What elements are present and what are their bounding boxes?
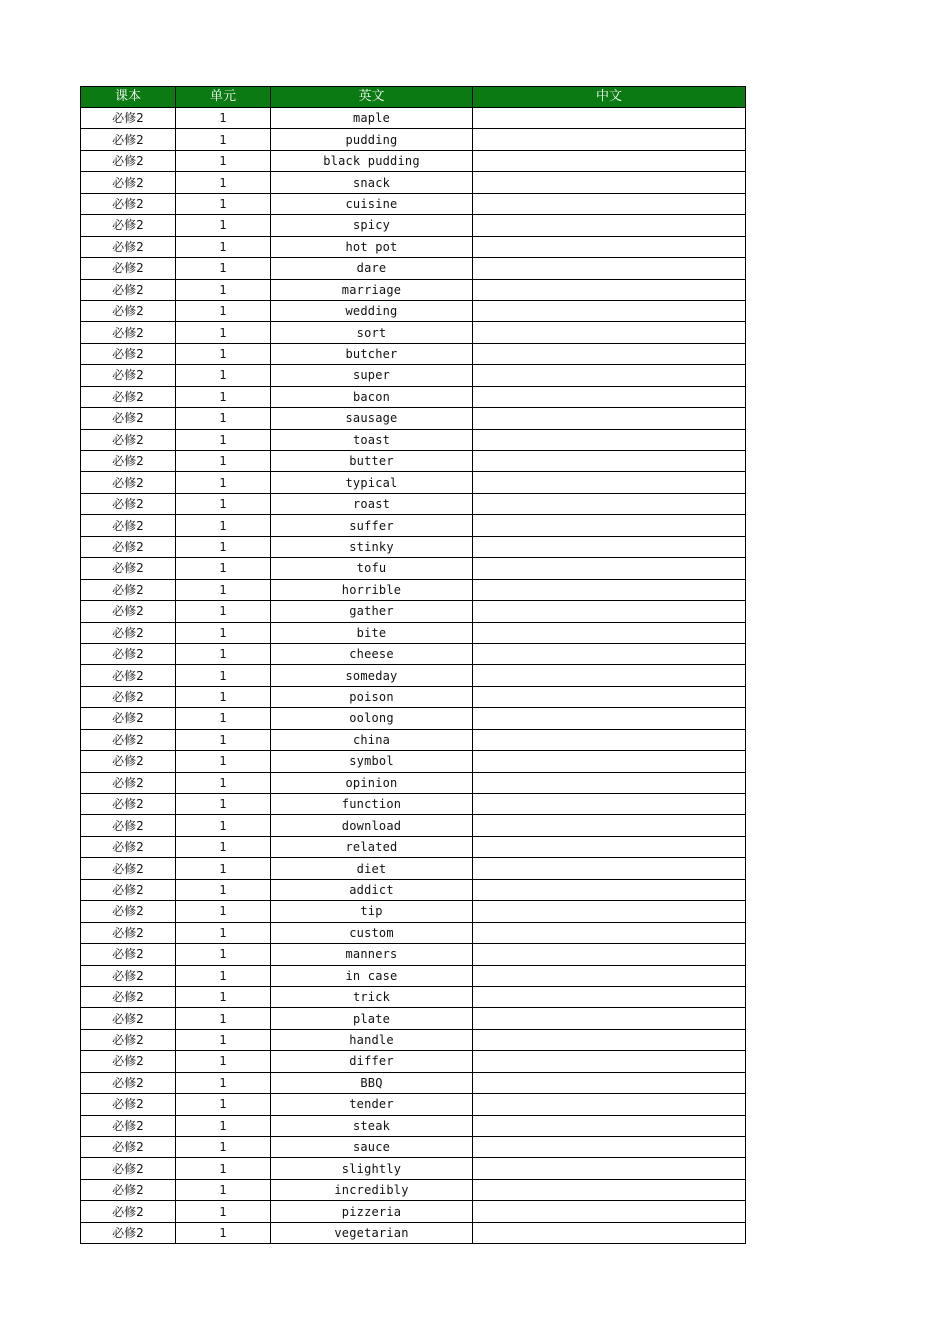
cell-english: oolong — [271, 708, 473, 729]
cell-chinese — [473, 536, 746, 557]
cell-unit: 1 — [176, 944, 271, 965]
cell-english: function — [271, 794, 473, 815]
cell-chinese — [473, 858, 746, 879]
table-row — [81, 965, 746, 986]
cell-chinese — [473, 879, 746, 900]
cell-unit: 1 — [176, 1094, 271, 1115]
cell-unit: 1 — [176, 451, 271, 472]
table-row — [81, 172, 746, 193]
cell-book: 必修2 — [81, 751, 176, 772]
cell-chinese — [473, 515, 746, 536]
cell-english: custom — [271, 922, 473, 943]
table-row — [81, 193, 746, 214]
cell-english: trick — [271, 986, 473, 1007]
cell-chinese — [473, 150, 746, 171]
cell-book: 必修2 — [81, 451, 176, 472]
cell-unit: 1 — [176, 751, 271, 772]
cell-chinese — [473, 429, 746, 450]
table-row — [81, 536, 746, 557]
cell-chinese — [473, 1222, 746, 1243]
cell-unit: 1 — [176, 1179, 271, 1200]
table-row — [81, 772, 746, 793]
cell-chinese — [473, 1051, 746, 1072]
cell-chinese — [473, 944, 746, 965]
cell-book: 必修2 — [81, 536, 176, 557]
cell-english: diet — [271, 858, 473, 879]
table-row — [81, 279, 746, 300]
cell-chinese — [473, 300, 746, 321]
cell-unit: 1 — [176, 408, 271, 429]
cell-english: bacon — [271, 386, 473, 407]
header-english: 英文 — [271, 87, 473, 108]
table-row — [81, 579, 746, 600]
cell-unit: 1 — [176, 300, 271, 321]
table-row — [81, 1179, 746, 1200]
cell-unit: 1 — [176, 901, 271, 922]
cell-english: super — [271, 365, 473, 386]
cell-chinese — [473, 215, 746, 236]
cell-english: incredibly — [271, 1179, 473, 1200]
header-row — [81, 87, 746, 108]
cell-unit: 1 — [176, 579, 271, 600]
cell-book: 必修2 — [81, 365, 176, 386]
cell-chinese — [473, 836, 746, 857]
cell-chinese — [473, 1029, 746, 1050]
table-row — [81, 1115, 746, 1136]
table-row — [81, 1222, 746, 1243]
cell-chinese — [473, 258, 746, 279]
cell-book: 必修2 — [81, 1137, 176, 1158]
cell-unit: 1 — [176, 429, 271, 450]
cell-chinese — [473, 1008, 746, 1029]
cell-english: steak — [271, 1115, 473, 1136]
cell-book: 必修2 — [81, 643, 176, 664]
cell-unit: 1 — [176, 1222, 271, 1243]
table-row — [81, 1094, 746, 1115]
cell-english: stinky — [271, 536, 473, 557]
cell-chinese — [473, 472, 746, 493]
cell-english: marriage — [271, 279, 473, 300]
table-row — [81, 686, 746, 707]
cell-unit: 1 — [176, 729, 271, 750]
cell-unit: 1 — [176, 879, 271, 900]
cell-unit: 1 — [176, 1158, 271, 1179]
cell-chinese — [473, 1137, 746, 1158]
cell-unit: 1 — [176, 686, 271, 707]
cell-english: tofu — [271, 558, 473, 579]
table-row — [81, 836, 746, 857]
header-unit: 单元 — [176, 87, 271, 108]
table-row — [81, 129, 746, 150]
cell-chinese — [473, 579, 746, 600]
cell-book: 必修2 — [81, 493, 176, 514]
cell-english: cheese — [271, 643, 473, 664]
cell-english: butcher — [271, 343, 473, 364]
cell-chinese — [473, 279, 746, 300]
table-row — [81, 729, 746, 750]
cell-book: 必修2 — [81, 1201, 176, 1222]
cell-chinese — [473, 622, 746, 643]
cell-chinese — [473, 708, 746, 729]
cell-unit: 1 — [176, 536, 271, 557]
cell-chinese — [473, 965, 746, 986]
cell-chinese — [473, 751, 746, 772]
cell-english: toast — [271, 429, 473, 450]
cell-book: 必修2 — [81, 215, 176, 236]
cell-book: 必修2 — [81, 686, 176, 707]
table-row — [81, 150, 746, 171]
table-row — [81, 493, 746, 514]
cell-book: 必修2 — [81, 558, 176, 579]
cell-book: 必修2 — [81, 708, 176, 729]
cell-unit: 1 — [176, 472, 271, 493]
cell-english: sort — [271, 322, 473, 343]
cell-unit: 1 — [176, 1051, 271, 1072]
cell-chinese — [473, 365, 746, 386]
cell-english: handle — [271, 1029, 473, 1050]
cell-unit: 1 — [176, 129, 271, 150]
cell-chinese — [473, 129, 746, 150]
cell-english: download — [271, 815, 473, 836]
cell-unit: 1 — [176, 1008, 271, 1029]
cell-chinese — [473, 901, 746, 922]
cell-chinese — [473, 1179, 746, 1200]
table-row — [81, 901, 746, 922]
table-row — [81, 451, 746, 472]
cell-unit: 1 — [176, 215, 271, 236]
cell-english: horrible — [271, 579, 473, 600]
cell-chinese — [473, 729, 746, 750]
cell-english: tender — [271, 1094, 473, 1115]
cell-chinese — [473, 1072, 746, 1093]
table-row — [81, 108, 746, 129]
cell-unit: 1 — [176, 858, 271, 879]
vocabulary-table — [80, 86, 746, 1244]
cell-unit: 1 — [176, 622, 271, 643]
cell-book: 必修2 — [81, 1008, 176, 1029]
cell-book: 必修2 — [81, 515, 176, 536]
table-row — [81, 258, 746, 279]
table-row — [81, 429, 746, 450]
cell-unit: 1 — [176, 708, 271, 729]
table-row — [81, 751, 746, 772]
cell-chinese — [473, 1158, 746, 1179]
cell-book: 必修2 — [81, 772, 176, 793]
cell-chinese — [473, 686, 746, 707]
cell-english: china — [271, 729, 473, 750]
cell-chinese — [473, 172, 746, 193]
table-row — [81, 1008, 746, 1029]
cell-english: cuisine — [271, 193, 473, 214]
table-row — [81, 986, 746, 1007]
table-row — [81, 472, 746, 493]
cell-book: 必修2 — [81, 150, 176, 171]
table-row — [81, 643, 746, 664]
cell-book: 必修2 — [81, 579, 176, 600]
cell-english: butter — [271, 451, 473, 472]
cell-book: 必修2 — [81, 729, 176, 750]
cell-chinese — [473, 601, 746, 622]
cell-chinese — [473, 815, 746, 836]
table-row — [81, 558, 746, 579]
cell-book: 必修2 — [81, 408, 176, 429]
cell-unit: 1 — [176, 643, 271, 664]
cell-book: 必修2 — [81, 1072, 176, 1093]
table-row — [81, 665, 746, 686]
cell-chinese — [473, 493, 746, 514]
cell-english: black pudding — [271, 150, 473, 171]
cell-chinese — [473, 322, 746, 343]
cell-unit: 1 — [176, 986, 271, 1007]
cell-unit: 1 — [176, 836, 271, 857]
cell-english: addict — [271, 879, 473, 900]
cell-english: tip — [271, 901, 473, 922]
table-row — [81, 1158, 746, 1179]
cell-english: related — [271, 836, 473, 857]
cell-english: pudding — [271, 129, 473, 150]
table-header — [81, 87, 746, 108]
cell-chinese — [473, 386, 746, 407]
cell-english: dare — [271, 258, 473, 279]
cell-unit: 1 — [176, 815, 271, 836]
table-row — [81, 922, 746, 943]
cell-unit: 1 — [176, 150, 271, 171]
cell-chinese — [473, 108, 746, 129]
cell-unit: 1 — [176, 965, 271, 986]
table-row — [81, 1051, 746, 1072]
cell-unit: 1 — [176, 515, 271, 536]
cell-english: roast — [271, 493, 473, 514]
cell-english: BBQ — [271, 1072, 473, 1093]
cell-chinese — [473, 986, 746, 1007]
cell-english: vegetarian — [271, 1222, 473, 1243]
table-row — [81, 322, 746, 343]
cell-english: sauce — [271, 1137, 473, 1158]
cell-english: poison — [271, 686, 473, 707]
table-row — [81, 365, 746, 386]
table-row — [81, 858, 746, 879]
table-row — [81, 1029, 746, 1050]
cell-chinese — [473, 1094, 746, 1115]
cell-unit: 1 — [176, 108, 271, 129]
header-chinese: 中文 — [473, 87, 746, 108]
cell-chinese — [473, 665, 746, 686]
cell-book: 必修2 — [81, 1158, 176, 1179]
cell-unit: 1 — [176, 794, 271, 815]
table-row — [81, 794, 746, 815]
cell-english: in case — [271, 965, 473, 986]
table-row — [81, 300, 746, 321]
cell-english: manners — [271, 944, 473, 965]
table-row — [81, 386, 746, 407]
cell-english: bite — [271, 622, 473, 643]
cell-book: 必修2 — [81, 172, 176, 193]
cell-book: 必修2 — [81, 236, 176, 257]
cell-book: 必修2 — [81, 108, 176, 129]
cell-chinese — [473, 193, 746, 214]
cell-book: 必修2 — [81, 601, 176, 622]
cell-unit: 1 — [176, 772, 271, 793]
cell-unit: 1 — [176, 172, 271, 193]
cell-unit: 1 — [176, 558, 271, 579]
cell-unit: 1 — [176, 493, 271, 514]
cell-book: 必修2 — [81, 836, 176, 857]
cell-unit: 1 — [176, 1201, 271, 1222]
cell-unit: 1 — [176, 193, 271, 214]
cell-chinese — [473, 1201, 746, 1222]
cell-chinese — [473, 408, 746, 429]
cell-unit: 1 — [176, 1072, 271, 1093]
cell-book: 必修2 — [81, 622, 176, 643]
cell-chinese — [473, 558, 746, 579]
cell-english: opinion — [271, 772, 473, 793]
cell-book: 必修2 — [81, 322, 176, 343]
cell-book: 必修2 — [81, 944, 176, 965]
cell-english: suffer — [271, 515, 473, 536]
table-row — [81, 601, 746, 622]
cell-book: 必修2 — [81, 965, 176, 986]
cell-english: differ — [271, 1051, 473, 1072]
table-row — [81, 944, 746, 965]
cell-book: 必修2 — [81, 472, 176, 493]
cell-book: 必修2 — [81, 300, 176, 321]
header-book: 课本 — [81, 87, 176, 108]
cell-unit: 1 — [176, 1137, 271, 1158]
table-row — [81, 815, 746, 836]
cell-english: sausage — [271, 408, 473, 429]
cell-book: 必修2 — [81, 794, 176, 815]
table-row — [81, 708, 746, 729]
cell-english: symbol — [271, 751, 473, 772]
cell-book: 必修2 — [81, 986, 176, 1007]
cell-book: 必修2 — [81, 258, 176, 279]
cell-chinese — [473, 922, 746, 943]
cell-unit: 1 — [176, 665, 271, 686]
table-body — [81, 108, 746, 1244]
cell-unit: 1 — [176, 258, 271, 279]
table-row — [81, 215, 746, 236]
cell-book: 必修2 — [81, 901, 176, 922]
cell-book: 必修2 — [81, 193, 176, 214]
cell-english: pizzeria — [271, 1201, 473, 1222]
cell-unit: 1 — [176, 365, 271, 386]
cell-english: gather — [271, 601, 473, 622]
cell-unit: 1 — [176, 343, 271, 364]
cell-english: slightly — [271, 1158, 473, 1179]
cell-book: 必修2 — [81, 386, 176, 407]
cell-book: 必修2 — [81, 343, 176, 364]
cell-unit: 1 — [176, 601, 271, 622]
cell-english: hot pot — [271, 236, 473, 257]
cell-chinese — [473, 236, 746, 257]
table-row — [81, 343, 746, 364]
table-row — [81, 1137, 746, 1158]
cell-english: maple — [271, 108, 473, 129]
table-row — [81, 408, 746, 429]
cell-chinese — [473, 772, 746, 793]
cell-book: 必修2 — [81, 1094, 176, 1115]
cell-book: 必修2 — [81, 1222, 176, 1243]
cell-english: someday — [271, 665, 473, 686]
cell-english: typical — [271, 472, 473, 493]
cell-book: 必修2 — [81, 922, 176, 943]
cell-chinese — [473, 794, 746, 815]
cell-chinese — [473, 643, 746, 664]
table-row — [81, 1072, 746, 1093]
table-row — [81, 879, 746, 900]
cell-book: 必修2 — [81, 279, 176, 300]
table-row — [81, 515, 746, 536]
cell-book: 必修2 — [81, 429, 176, 450]
cell-book: 必修2 — [81, 858, 176, 879]
cell-english: snack — [271, 172, 473, 193]
cell-book: 必修2 — [81, 879, 176, 900]
cell-book: 必修2 — [81, 1029, 176, 1050]
cell-book: 必修2 — [81, 665, 176, 686]
cell-chinese — [473, 1115, 746, 1136]
table-row — [81, 236, 746, 257]
cell-chinese — [473, 451, 746, 472]
cell-unit: 1 — [176, 386, 271, 407]
cell-unit: 1 — [176, 322, 271, 343]
cell-unit: 1 — [176, 922, 271, 943]
table-row — [81, 1201, 746, 1222]
cell-book: 必修2 — [81, 815, 176, 836]
cell-book: 必修2 — [81, 1115, 176, 1136]
cell-unit: 1 — [176, 1029, 271, 1050]
table-row — [81, 622, 746, 643]
cell-english: plate — [271, 1008, 473, 1029]
cell-chinese — [473, 343, 746, 364]
cell-unit: 1 — [176, 1115, 271, 1136]
cell-english: wedding — [271, 300, 473, 321]
cell-english: spicy — [271, 215, 473, 236]
cell-book: 必修2 — [81, 1051, 176, 1072]
cell-book: 必修2 — [81, 129, 176, 150]
cell-unit: 1 — [176, 279, 271, 300]
cell-book: 必修2 — [81, 1179, 176, 1200]
cell-unit: 1 — [176, 236, 271, 257]
